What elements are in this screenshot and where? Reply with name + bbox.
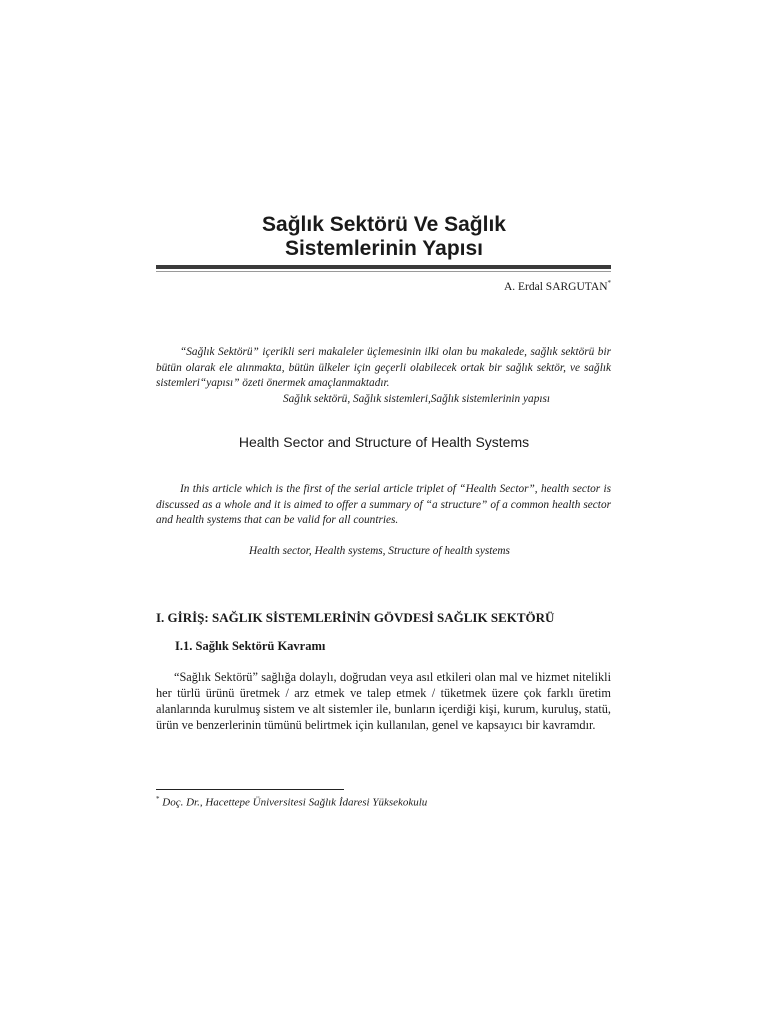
- article-title-line-1: Sağlık Sektörü Ve Sağlık: [262, 213, 506, 236]
- footnote-rule: [156, 789, 344, 790]
- abstract-turkish: “Sağlık Sektörü” içerikli seri makaleler üçlemesinin ilki olan bu makalede, sağlık sektörü bir bütün olarak ele alınmakta, bütün ülkeler için geçerli olabilecek ortak bir sağlık sektör, ve sağlık sistemleri“yapısı” özeti önermek amaçlanmaktadır.: [156, 346, 611, 389]
- body-paragraph: “Sağlık Sektörü” sağlığa dolaylı, doğrudan veya asıl etkileri olan mal ve hizmet nitelikli her türlü ürünü üretmek / arz etmek ve talep etmek / tüketmek üzere çok farklı üretim alanlarında kurulmuş sistem ve alt sistemler ile, bunların içerdiği kişi, kurum, kuruluş, statü, ürün ve benzerlerinin tümünü belirtmek için kullanılan, genel ve kapsayıcı bir kavramdır.: [156, 670, 611, 732]
- title-rule-thin: [156, 271, 611, 272]
- keywords-english: Health sector, Health systems, Structure of health systems: [249, 545, 510, 557]
- footnote-text: Doç. Dr., Hacettepe Üniversitesi Sağlık İdaresi Yüksekokulu: [159, 796, 428, 809]
- footnote: [156, 795, 427, 809]
- article-title-line-2: Sistemlerinin Yapısı: [284, 237, 484, 260]
- author-name: A. Erdal SARGUTAN: [503, 280, 608, 293]
- english-title: Health Sector and Structure of Health Systems: [238, 434, 530, 450]
- author-line: [504, 279, 611, 293]
- abstract-english: In this article which is the first of the serial article triplet of “Health Sector”, health sector is discussed as a whole and it is aimed to offer a summary of “a structure” of a common health sector and health systems that can be valid for all countries.: [156, 483, 611, 526]
- section-heading: I. GİRİŞ: SAĞLIK SİSTEMLERİNİN GÖVDESİ SAĞLIK SEKTÖRÜ: [156, 610, 555, 625]
- title-rule-thick: [156, 265, 611, 269]
- footnote-marker: *: [156, 795, 160, 803]
- article-title: [0, 213, 768, 261]
- keywords-turkish: Sağlık sektörü, Sağlık sistemleri,Sağlık sistemlerinin yapısı: [283, 393, 551, 405]
- author-footnote-marker: *: [607, 279, 611, 287]
- subsection-heading: I.1. Sağlık Sektörü Kavramı: [175, 639, 326, 653]
